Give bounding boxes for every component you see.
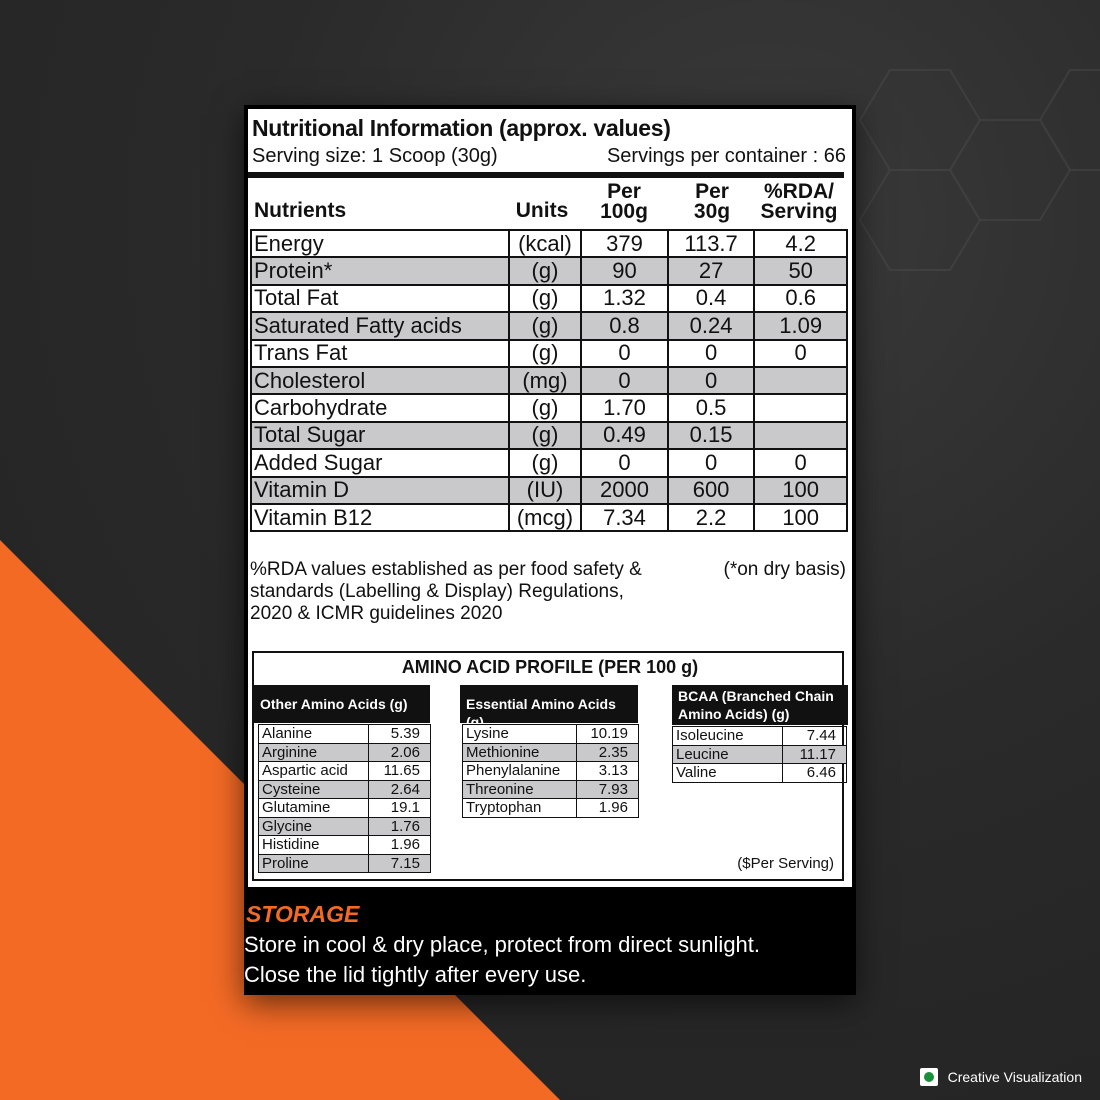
nutrient-row <box>251 285 847 312</box>
nutrient-row-name: Total Sugar <box>251 422 509 449</box>
nutrient-row-rda: 4.2 <box>754 230 847 257</box>
dry-basis-note: (*on dry basis) <box>723 559 846 580</box>
other-amino-table <box>258 724 431 873</box>
nutrient-row-name: Added Sugar <box>251 449 509 476</box>
nutrient-row-rda <box>754 394 847 421</box>
essential-amino-row-name: Methionine <box>463 743 577 762</box>
header-rda <box>756 182 842 222</box>
nutrient-row-name: Vitamin D <box>251 477 509 504</box>
veg-mark-icon <box>920 1068 938 1086</box>
nutrient-row-per100: 90 <box>581 257 668 284</box>
other-amino-row-name: Arginine <box>259 743 369 762</box>
essential-amino-row <box>463 762 639 781</box>
rda-footnote <box>250 559 670 625</box>
nutrition-table <box>250 229 848 532</box>
other-amino-row <box>259 854 431 873</box>
header-rda-line1: %RDA/ <box>763 180 834 203</box>
nutrient-row-per100: 0.8 <box>581 312 668 339</box>
nutrient-row-per100: 1.32 <box>581 285 668 312</box>
nutrient-row-per30: 0.5 <box>668 394 755 421</box>
nutrient-row-name: Carbohydrate <box>251 394 509 421</box>
nutrition-title: Nutritional Information (approx. values) <box>252 115 671 141</box>
essential-amino-row-value: 3.13 <box>577 762 639 781</box>
bcaa-row <box>673 764 847 783</box>
essential-amino-header: Essential Amino Acids (g) <box>460 685 638 723</box>
amino-title: AMINO ACID PROFILE (PER 100 g) <box>401 657 699 677</box>
storage-line1: Store in cool & dry place, protect from direct sunlight. <box>244 932 761 957</box>
essential-amino-row-value: 1.96 <box>577 799 639 818</box>
storage-line2: Close the lid tightly after every use. <box>244 962 587 987</box>
nutrient-row <box>251 449 847 476</box>
divider <box>248 172 844 178</box>
nutrient-row-name: Energy <box>251 230 509 257</box>
other-amino-row-value: 11.65 <box>369 762 431 781</box>
nutrient-row-unit: (mg) <box>509 367 581 394</box>
header-units: Units <box>515 199 569 222</box>
essential-amino-row-name: Phenylalanine <box>463 762 577 781</box>
other-amino-row-value: 2.64 <box>369 780 431 799</box>
other-amino-row-value: 19.1 <box>369 799 431 818</box>
nutrient-row-name: Cholesterol <box>251 367 509 394</box>
nutrient-row-per100: 0 <box>581 367 668 394</box>
nutrient-row-unit: (g) <box>509 285 581 312</box>
other-amino-row <box>259 817 431 836</box>
nutrient-row-unit: (g) <box>509 340 581 367</box>
creative-visualization-badge <box>920 1068 1082 1086</box>
nutrient-row-per30: 0.4 <box>668 285 755 312</box>
nutrient-row-unit: (mcg) <box>509 504 581 531</box>
nutrient-row-per30: 27 <box>668 257 755 284</box>
nutrient-row-per30: 0 <box>668 449 755 476</box>
nutrient-row-per30: 600 <box>668 477 755 504</box>
essential-amino-table <box>462 724 639 818</box>
nutrient-row-per100: 7.34 <box>581 504 668 531</box>
header-per100-line1: Per <box>607 180 641 203</box>
nutrient-row-rda: 0 <box>754 449 847 476</box>
other-amino-header: Other Amino Acids (g) <box>254 685 430 723</box>
nutrient-row-rda: 0 <box>754 340 847 367</box>
other-amino-row <box>259 725 431 744</box>
bcaa-row-name: Valine <box>673 764 783 783</box>
nutrient-row <box>251 230 847 257</box>
other-amino-row-name: Glycine <box>259 817 369 836</box>
nutrient-row-rda: 0.6 <box>754 285 847 312</box>
nutrient-row <box>251 367 847 394</box>
nutrient-row-name: Trans Fat <box>251 340 509 367</box>
rda-footnote-line3: 2020 & ICMR guidelines 2020 <box>250 603 503 624</box>
nutrient-row-unit: (g) <box>509 422 581 449</box>
nutrient-row <box>251 312 847 339</box>
essential-amino-row-value: 2.35 <box>577 743 639 762</box>
nutrient-row-rda <box>754 422 847 449</box>
storage-text <box>244 930 760 990</box>
essential-amino-row-name: Lysine <box>463 725 577 744</box>
nutrient-row-rda: 100 <box>754 504 847 531</box>
nutrient-row-rda: 100 <box>754 477 847 504</box>
nutrient-row-unit: (IU) <box>509 477 581 504</box>
nutrient-row-per30: 113.7 <box>668 230 755 257</box>
bcaa-row-value: 11.17 <box>783 745 847 764</box>
other-amino-row-name: Proline <box>259 854 369 873</box>
other-amino-row <box>259 836 431 855</box>
serving-size: Serving size: 1 Scoop (30g) <box>252 145 498 167</box>
other-amino-row <box>259 743 431 762</box>
other-amino-row <box>259 780 431 799</box>
other-amino-row-value: 2.06 <box>369 743 431 762</box>
nutrient-row-per30: 0 <box>668 340 755 367</box>
nutrient-row <box>251 504 847 531</box>
nutrient-row-per30: 0.15 <box>668 422 755 449</box>
nutrient-row-unit: (kcal) <box>509 230 581 257</box>
essential-amino-row <box>463 743 639 762</box>
essential-amino-row <box>463 780 639 799</box>
other-amino-row-name: Cysteine <box>259 780 369 799</box>
bcaa-header <box>672 685 848 725</box>
nutrient-row-rda: 50 <box>754 257 847 284</box>
header-per30-line1: Per <box>695 180 729 203</box>
essential-amino-row-value: 7.93 <box>577 780 639 799</box>
other-amino-row <box>259 799 431 818</box>
nutrient-row-unit: (g) <box>509 257 581 284</box>
nutrient-row-per100: 1.70 <box>581 394 668 421</box>
nutrient-row-per30: 0.24 <box>668 312 755 339</box>
nutrient-row-per100: 0 <box>581 340 668 367</box>
rda-footnote-line1: %RDA values established as per food safety & <box>250 559 642 580</box>
nutrient-row-rda <box>754 367 847 394</box>
header-per30 <box>670 182 754 222</box>
other-amino-row-value: 1.76 <box>369 817 431 836</box>
nutrient-row <box>251 340 847 367</box>
essential-amino-row-name: Threonine <box>463 780 577 799</box>
nutrient-row-name: Vitamin B12 <box>251 504 509 531</box>
nutrient-row-unit: (g) <box>509 449 581 476</box>
bcaa-row <box>673 727 847 746</box>
nutrient-row-per100: 2000 <box>581 477 668 504</box>
nutrient-row-per100: 379 <box>581 230 668 257</box>
nutrition-label-panel <box>244 105 856 995</box>
nutrient-row-rda: 1.09 <box>754 312 847 339</box>
nutrient-row <box>251 257 847 284</box>
bcaa-row-name: Leucine <box>673 745 783 764</box>
other-amino-row-value: 1.96 <box>369 836 431 855</box>
per-serving-note: ($Per Serving) <box>737 855 834 872</box>
header-nutrients: Nutrients <box>254 199 347 222</box>
essential-amino-row-name: Tryptophan <box>463 799 577 818</box>
bcaa-row-name: Isoleucine <box>673 727 783 746</box>
essential-amino-row-value: 10.19 <box>577 725 639 744</box>
bcaa-table <box>672 726 847 783</box>
essential-amino-row <box>463 725 639 744</box>
other-amino-row-name: Alanine <box>259 725 369 744</box>
other-amino-row-value: 5.39 <box>369 725 431 744</box>
nutrient-row <box>251 394 847 421</box>
other-amino-row-name: Histidine <box>259 836 369 855</box>
other-amino-row-value: 7.15 <box>369 854 431 873</box>
bcaa-row-value: 7.44 <box>783 727 847 746</box>
nutrient-row <box>251 422 847 449</box>
bcaa-header-line1: BCAA (Branched Chain <box>678 688 834 704</box>
nutrient-row-per100: 0.49 <box>581 422 668 449</box>
bcaa-header-line2: Amino Acids) (g) <box>678 706 790 722</box>
bcaa-row-value: 6.46 <box>783 764 847 783</box>
servings-per-container: Servings per container : 66 <box>606 145 846 167</box>
bcaa-row <box>673 745 847 764</box>
nutrient-row-per100: 0 <box>581 449 668 476</box>
nutrient-row-name: Protein* <box>251 257 509 284</box>
creative-visualization-label: Creative Visualization <box>947 1069 1082 1085</box>
nutrient-row <box>251 477 847 504</box>
nutrient-row-name: Total Fat <box>251 285 509 312</box>
nutrient-row-per30: 0 <box>668 367 755 394</box>
other-amino-row-name: Glutamine <box>259 799 369 818</box>
essential-amino-row <box>463 799 639 818</box>
rda-footnote-line2: standards (Labelling & Display) Regulations, <box>250 581 624 602</box>
header-per100 <box>582 182 666 222</box>
header-per100-line2: 100g <box>600 200 648 223</box>
nutrient-row-name: Saturated Fatty acids <box>251 312 509 339</box>
other-amino-row-name: Aspartic acid <box>259 762 369 781</box>
storage-title: STORAGE <box>246 901 360 927</box>
header-per30-line2: 30g <box>693 200 731 223</box>
nutrient-row-per30: 2.2 <box>668 504 755 531</box>
other-amino-row <box>259 762 431 781</box>
nutrient-row-unit: (g) <box>509 394 581 421</box>
header-rda-line2: Serving <box>760 200 838 223</box>
nutrient-row-unit: (g) <box>509 312 581 339</box>
